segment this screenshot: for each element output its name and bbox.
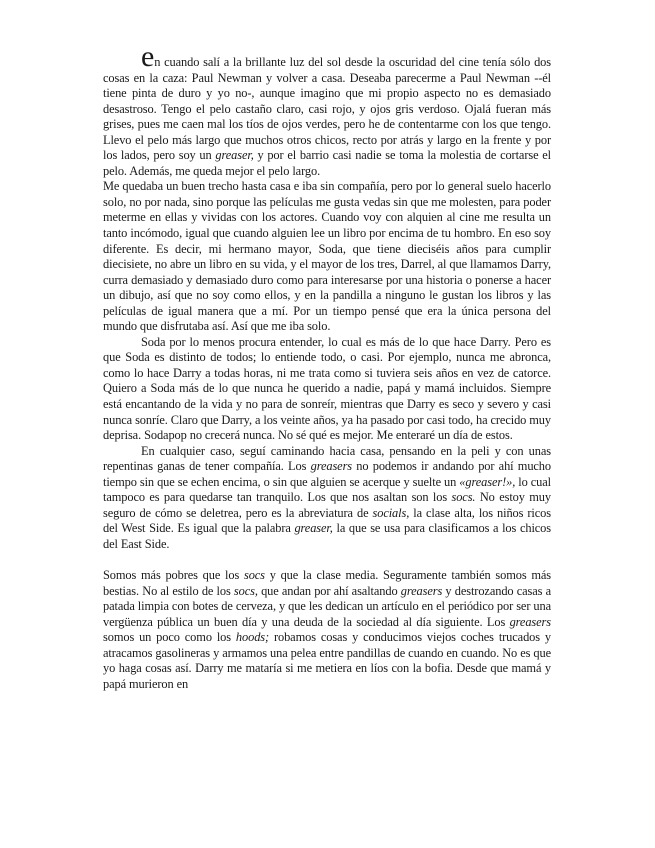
italic-term: greaser, <box>294 521 333 536</box>
text-run: En cualquier caso, seguí caminando hacia casa, pensando en la peli y con unas repentinas ganas de tener compañía. Los <box>103 443 551 474</box>
italic-term: hoods; <box>235 630 270 645</box>
text-run: No estoy muy seguro de cómo se deletrea, pero es la abreviatura de <box>103 490 551 520</box>
body-text <box>103 40 552 692</box>
text-run: y destrozando casas a patada limpia con botes de cerveza, y que les dedican un artículo en el periódico por ser una vergüenza pública un buen día y una deuda de la sociedad al día siguiente. Los <box>103 583 551 629</box>
italic-term: greasers <box>400 583 443 598</box>
italic-term: socs <box>243 568 265 582</box>
italic-term: socs, <box>233 583 258 598</box>
text-run: Soda por lo menos procura entender, lo cual es más de lo que hace Darry. Pero es que Soda es distinto de todos; lo entiende todo, o casi. Por ejemplo, nunca me abronca, como lo hace Darry a todas horas, ni me trata como si tuviera seis años en vez de catorce. Quiero a Soda más de lo que nunca he querido a nadie, papá y mamá incluidos. Siempre está encantando de la vida y no para de sonreír, mientras que Darry es seco y severo y casi nunca sonríe. Claro que Darry, a los veinte años, ya ha pasado por casi todo, ha crecido muy deprisa. Sodapop no crecerá nunca. No sé qué es mejor. Me enteraré un día de estos. <box>103 334 551 443</box>
paragraph-4 <box>103 444 551 553</box>
italic-term: socials, <box>372 505 410 520</box>
text-run: robamos cosas y conducimos viejos coches trucados y atracamos gasolineras y armamos una pelea entre pandillas de cuando en cuando. No es que yo haga cosas así. Darry me mataría si me metiera en líos con la bofia. Desde que mamá y papá murieron en <box>103 630 551 691</box>
text-run: lo cual tampoco es para quedarse tan tranquilo. Los que nos asaltan son los <box>103 474 551 505</box>
italic-term: socs. <box>451 490 476 505</box>
italic-term: greasers <box>310 459 353 474</box>
text-run: la que se usa para clasificamos a los chicos del East Side. <box>103 521 551 551</box>
italic-term: greasers <box>509 614 551 629</box>
text-run: somos un poco como los <box>103 630 236 645</box>
text-run: Me quedaba un buen trecho hasta casa e iba sin compañía, pero por lo general suelo hacerlo solo, no por nada, sino porque las películas me gusta vedas sin que me molesten, para poder meterme en ellas y vividas con los actores. Cuando voy con alquien al cine me resulta un tanto incómodo, igual que cuando alguien lee un libro por encima de tu hombro. En eso soy diferente. Es decir, mi hermano mayor, Soda, que tiene dieciséis años para cumplir diecisiete, no abre un libro en su vida, y el mayor de los tres, Darrel, al que llamamos Darry, curra demasiado y demasiado duro como para interesarse por una historia o ponerse a hacer un dibujo, así que no soy como ellos, y en la pandilla a ninguno le gustan los libros y las películas de igual manera que a mí. Por un tiempo pensé que era la única persona del mundo que disfrutaba así. Así que me iba solo. <box>103 179 551 334</box>
text-run: y que la clase media. Seguramente también somos más bestias. No al estilo de los <box>103 568 551 598</box>
text-run: n cuando salí a la brillante luz del sol desde la oscuridad del cine tenía sólo dos cosas en la caza: Paul Newman y volver a casa. Deseaba parecerme a Paul Newman --él tiene pinta de duro y yo no-, aunque imagino que mi propio aspecto no es demasiado desastroso. Tengo el pelo castaño claro, casi rojo, y ojos gris verdoso. Ojalá fueran más grises, pues me caen mal los tíos de ojos verdes, pero he de contentarme con los que tengo. Llevo el pelo más largo que muchos otros chicos, recto por atrás y largo en la frente y por los lados, pero soy un <box>103 55 551 163</box>
paragraph-5 <box>103 568 551 692</box>
italic-term: greaser, <box>215 148 254 163</box>
text-run: que andan por ahí asaltando <box>257 583 401 598</box>
drop-cap: e <box>141 40 155 73</box>
paragraph-1 <box>103 40 551 179</box>
italic-term: «greaser!», <box>459 474 516 489</box>
text-run: Somos más pobres que los <box>103 568 244 582</box>
text-run: y por el barrio casi nadie se toma la molestia de cortarse el pelo. Además, me queda mejor el pelo largo. <box>103 148 551 178</box>
text-run: la clase alta, los niños ricos del West Side. Es igual que la palabra <box>103 505 551 536</box>
paragraph-2 <box>103 179 551 334</box>
text-run: no podemos ir andando por ahí mucho tiempo sin que se echen encima, o sin que alguien se acerque y suelte un <box>103 459 552 489</box>
paragraph-3 <box>103 335 551 444</box>
